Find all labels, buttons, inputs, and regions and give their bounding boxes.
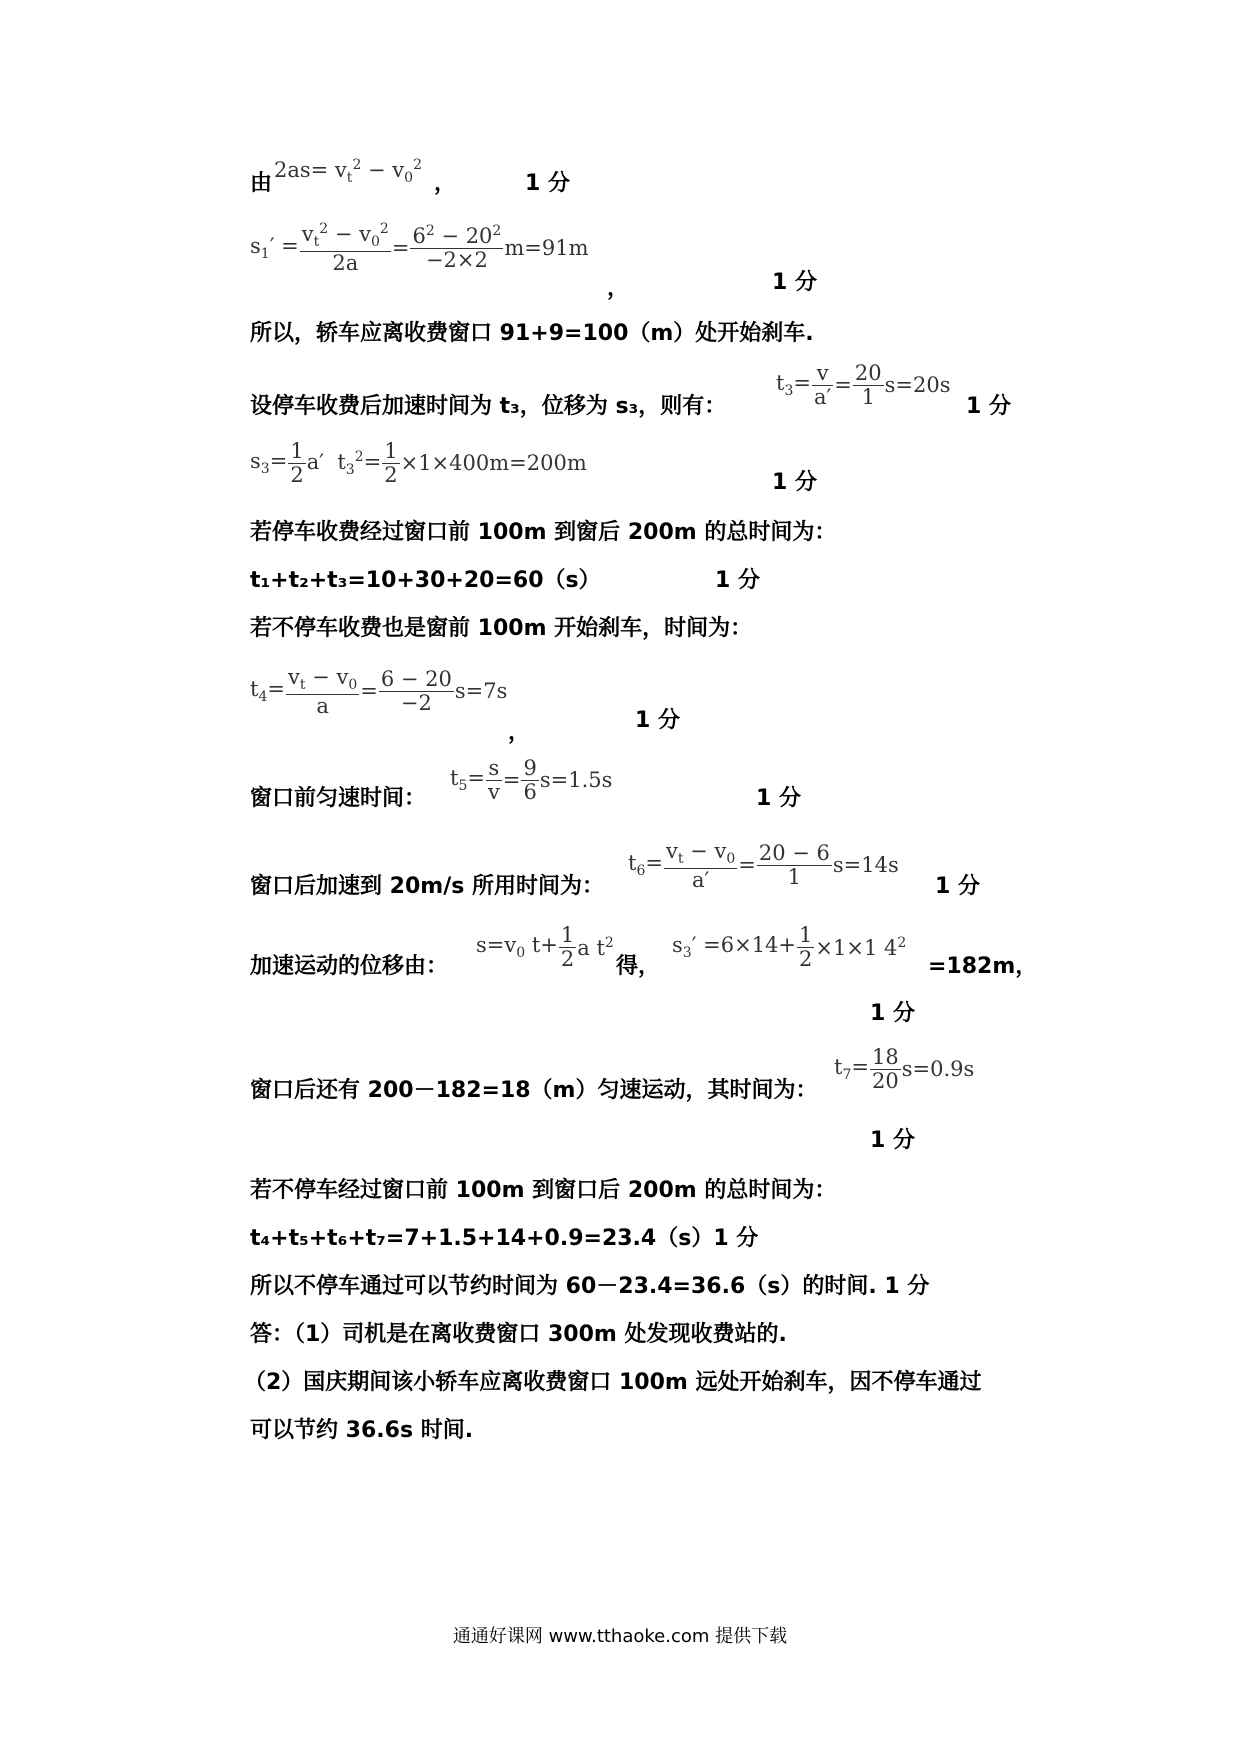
comma: ， bbox=[434, 171, 457, 196]
score-2: 1 分 bbox=[772, 270, 817, 295]
line-remaining-uniform: 窗口后还有 200－182=18（m）匀速运动，其时间为： bbox=[250, 1078, 818, 1103]
formula-s1-prime: $s_1'$ = $\frac{v_t^2 - v_0^2}{2a}$ = $\frac{6^2 - 20^2}{-2\times 2}$ m=91m bbox=[250, 221, 589, 275]
score-9: 1 分 bbox=[870, 1001, 915, 1026]
line-stop-total-time: 若停车收费经过窗口前 100m 到窗后 200m 的总时间为： bbox=[250, 520, 837, 545]
formula-t4: $t_4=$ $\frac{v_t - v_0}{a}$ = $\frac{6 - 20}{-2}$ s=7s bbox=[250, 665, 508, 718]
line-answer-2: （2）国庆期间该小轿车应离收费窗口 100m 远处开始刹车，因不停车通过 bbox=[244, 1370, 982, 1395]
comma-3: ， bbox=[508, 720, 531, 745]
page-footer: 通通好课网 www.tthaoke.com 提供下载 bbox=[452, 1626, 788, 1647]
score-6: 1 分 bbox=[635, 708, 680, 733]
line-accelerate-after: 窗口后加速到 20m/s 所用时间为： bbox=[250, 874, 604, 899]
score-8: 1 分 bbox=[935, 874, 980, 899]
formula-t7: $t_7=$ $\frac{18}{20}$ s=0.9s bbox=[834, 1045, 975, 1094]
score-10: 1 分 bbox=[870, 1128, 915, 1153]
text-you: 由 bbox=[250, 171, 273, 196]
formula-s3: $s_3=$ $\frac{1}{2}$ a′ $t_3^2=$ $\frac{1}{2}$ ×1×400m=200m bbox=[250, 439, 587, 488]
formula-2as: $2as= v_t^2 - v_0^2$ bbox=[274, 157, 423, 187]
formula-s3-prime: $s_3' =6\times 14+$ $\frac{1}{2}$ ×1×1 $4^2$ bbox=[672, 923, 907, 972]
line-t1-t2-t3: t₁+t₂+t₃=10+30+20=60（s） bbox=[250, 568, 601, 593]
line-answer-2-cont: 可以节约 36.6s 时间. bbox=[250, 1418, 474, 1443]
comma-2: ， bbox=[607, 276, 630, 301]
line-brake-distance: 所以，轿车应离收费窗口 91+9=100（m）处开始刹车. bbox=[250, 321, 814, 346]
score-5: 1 分 bbox=[715, 568, 760, 593]
line-answer-1: 答：（1）司机是在离收费窗口 300m 处发现收费站的. bbox=[250, 1322, 787, 1347]
line-nonstop-total: 若不停车经过窗口前 100m 到窗口后 200m 的总时间为： bbox=[250, 1178, 837, 1203]
score-4: 1 分 bbox=[772, 470, 817, 495]
line-saved-time: 所以不停车通过可以节约时间为 60－23.4=36.6（s）的时间. 1 分 bbox=[250, 1274, 930, 1299]
line-t4-t7-sum: t₄+t₅+t₆+t₇=7+1.5+14+0.9=23.4（s）1 分 bbox=[250, 1226, 759, 1251]
line-set-t3: 设停车收费后加速时间为 t₃，位移为 s₃，则有： bbox=[250, 394, 727, 419]
line-uniform-before: 窗口前匀速时间： bbox=[250, 786, 427, 811]
formula-s-eq: $s=v_0$ t+ $\frac{1}{2}$ a $t^2$ bbox=[476, 923, 614, 972]
score-3: 1 分 bbox=[966, 394, 1011, 419]
formula-t5: $t_5=$ $\frac{s}{v}$ = $\frac{9}{6}$ s=1.5s bbox=[450, 756, 613, 805]
formula-t3: $t_3=$ $\frac{v}{a'}$ = $\frac{20}{1}$ s=20s bbox=[776, 361, 951, 410]
score-7: 1 分 bbox=[756, 786, 801, 811]
text-de: 得， bbox=[616, 954, 661, 979]
line-displacement: 加速运动的位移由： bbox=[250, 954, 449, 979]
line-nonstop-brake: 若不停车收费也是窗前 100m 开始刹车，时间为： bbox=[250, 616, 753, 641]
score-1: 1 分 bbox=[525, 171, 570, 196]
result-182: =182m， bbox=[928, 954, 1038, 979]
formula-t6: $t_6=$ $\frac{v_t - v_0}{a'}$ = $\frac{20 - 6}{1}$ s=14s bbox=[628, 839, 899, 892]
